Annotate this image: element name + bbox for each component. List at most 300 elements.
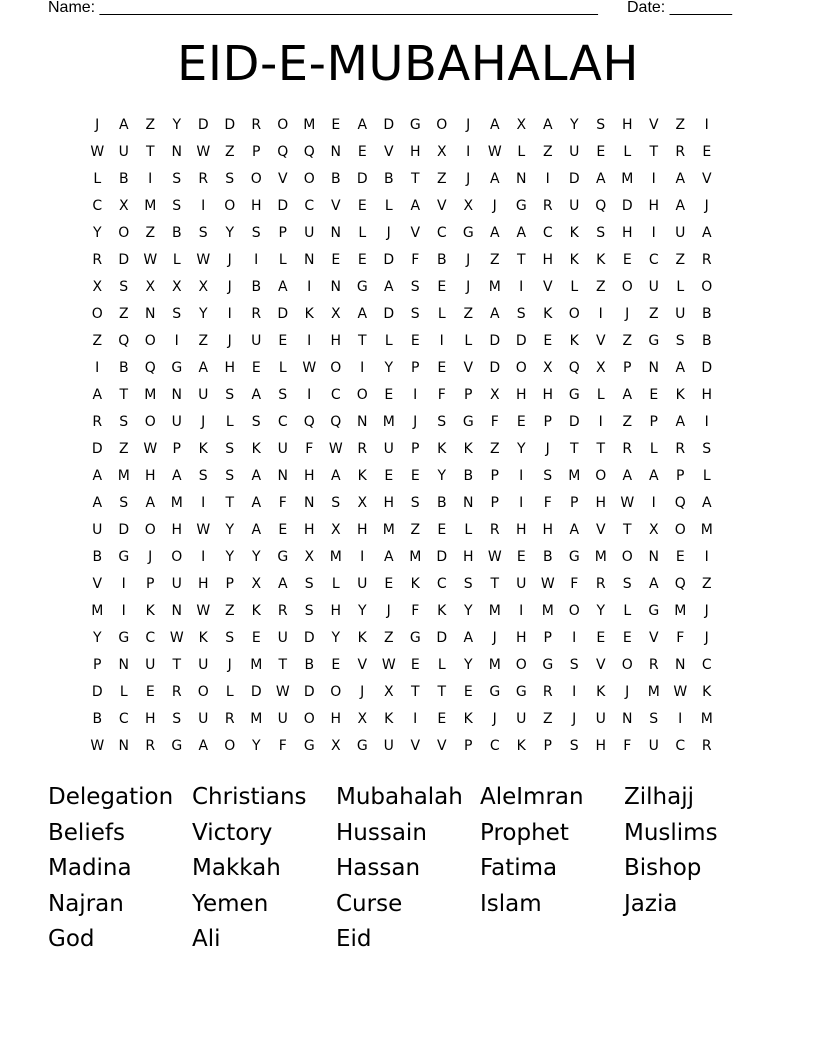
grid-letter: L [464,522,473,538]
grid-letter: R [701,738,712,754]
grid-letter: U [251,333,262,349]
grid-letter: V [542,279,553,295]
grid-letter: Y [225,549,235,565]
grid-row [84,382,720,409]
grid-letter: F [490,414,499,430]
grid-letter: N [145,306,156,322]
grid-letter: R [251,306,262,322]
grid-letter: K [198,630,208,646]
grid-letter: H [701,387,713,403]
grid-letter: X [383,684,394,700]
grid-letter: I [360,360,365,376]
grid-letter: R [542,684,553,700]
grid-letter: O [144,333,156,349]
grid-letter: A [489,171,500,187]
grid-letter: D [701,360,713,376]
grid-letter: E [410,333,420,349]
grid-letter: E [675,549,685,565]
grid-letter: X [330,522,341,538]
grid-letter: Y [384,360,394,376]
grid-letter: S [172,198,182,214]
grid-letter: L [437,657,446,673]
grid-letter: X [516,117,527,133]
grid-letter: E [251,630,261,646]
grid-letter: O [621,657,633,673]
grid-letter: J [625,684,630,700]
grid-letter: B [383,171,394,187]
grid-letter: A [92,468,103,484]
grid-letter: D [250,684,262,700]
grid-letter: O [303,171,315,187]
grid-letter: R [145,738,156,754]
grid-letter: B [304,657,315,673]
grid-letter: I [201,198,206,214]
grid-letter: R [251,117,262,133]
grid-letter: G [648,333,660,349]
grid-letter: J [95,117,100,133]
grid-letter: C [701,657,712,673]
grid-letter: Z [145,225,156,241]
grid-letter: G [462,414,474,430]
grid-letter: P [278,225,287,241]
grid-row [84,463,720,490]
grid-letter: Z [675,252,686,268]
grid-row [84,112,720,139]
grid-letter: T [596,441,606,457]
grid-letter: C [648,252,659,268]
grid-letter: W [673,684,688,700]
word-list-item: Jazia [624,890,678,917]
grid-letter: W [169,630,184,646]
grid-letter: D [277,306,289,322]
grid-letter: F [305,441,314,457]
grid-letter: C [118,711,129,727]
grid-letter: O [515,360,527,376]
grid-letter: M [674,603,687,619]
grid-letter: Y [251,738,261,754]
grid-letter: B [701,306,712,322]
grid-letter: P [490,495,499,511]
grid-letter: M [568,468,581,484]
grid-letter: H [330,333,342,349]
grid-letter: E [278,333,288,349]
grid-letter: A [489,117,500,133]
grid-letter: Q [303,144,315,160]
grid-letter: U [675,225,686,241]
grid-letter: M [303,117,316,133]
grid-letter: S [649,711,659,727]
grid-letter: G [303,738,315,754]
grid-letter: O [621,549,633,565]
grid-letter: H [515,387,527,403]
grid-letter: W [196,603,211,619]
grid-letter: B [171,225,182,241]
grid-letter: Y [198,306,208,322]
grid-letter: T [357,333,367,349]
grid-letter: A [410,198,421,214]
word-list-item: Makkah [192,855,281,881]
grid-letter: M [647,684,660,700]
grid-letter: Y [357,603,367,619]
grid-letter: A [648,468,659,484]
grid-letter: R [595,576,606,592]
grid-letter: I [519,468,524,484]
grid-letter: S [251,225,261,241]
grid-letter: I [413,387,418,403]
grid-letter: M [409,549,422,565]
grid-letter: T [490,576,500,592]
grid-letter: T [119,387,129,403]
grid-letter: L [384,198,393,214]
grid-letter: Z [675,117,686,133]
grid-letter: D [436,549,448,565]
grid-letter: A [277,279,288,295]
grid-letter: S [278,387,288,403]
grid-letter: Y [437,468,447,484]
grid-letter: E [516,414,526,430]
grid-letter: A [118,117,129,133]
grid-letter: N [118,738,129,754]
grid-letter: I [651,225,656,241]
grid-letter: X [357,711,368,727]
grid-letter: J [572,711,577,727]
grid-letter: H [515,522,527,538]
grid-letter: T [437,684,447,700]
grid-letter: Z [489,252,500,268]
word-list-item: Muslims [624,819,718,846]
grid-letter: Q [330,414,342,430]
grid-letter: E [145,684,155,700]
grid-letter: H [250,198,262,214]
grid-letter: V [436,738,447,754]
grid-letter: K [437,603,447,619]
grid-letter: B [463,468,474,484]
grid-letter: X [436,144,447,160]
grid-letter: I [598,414,603,430]
grid-letter: G [568,549,580,565]
grid-letter: M [91,603,104,619]
grid-letter: V [330,198,341,214]
grid-letter: S [463,576,473,592]
grid-letter: T [172,657,182,673]
grid-letter: N [622,711,633,727]
grid-letter: K [675,387,685,403]
grid-letter: M [250,711,263,727]
grid-letter: A [383,549,394,565]
grid-letter: T [649,144,659,160]
grid-letter: K [410,576,420,592]
grid-row [84,733,720,760]
grid-letter: N [171,144,182,160]
grid-letter: X [118,198,129,214]
grid-letter: P [146,576,155,592]
grid-letter: H [595,738,607,754]
grid-letter: T [225,495,235,511]
grid-letter: O [356,387,368,403]
grid-letter: E [384,387,394,403]
grid-letter: A [595,171,606,187]
grid-letter: B [92,711,103,727]
grid-letter: S [569,657,579,673]
grid-letter: P [676,468,685,484]
grid-letter: A [701,225,712,241]
grid-letter: C [436,225,447,241]
grid-letter: V [410,225,421,241]
grid-letter: J [227,252,232,268]
grid-letter: G [171,360,183,376]
grid-row [84,355,720,382]
grid-letter: O [701,279,713,295]
grid-letter: H [648,198,660,214]
grid-letter: K [304,306,314,322]
grid-letter: F [437,387,446,403]
grid-letter: J [148,549,153,565]
grid-letter: B [251,279,262,295]
grid-letter: S [198,468,208,484]
grid-letter: Z [436,171,447,187]
grid-letter: N [675,657,686,673]
grid-letter: G [118,549,130,565]
grid-letter: D [303,630,315,646]
grid-letter: E [251,360,261,376]
grid-letter: J [625,306,630,322]
grid-letter: E [702,144,712,160]
grid-letter: A [489,306,500,322]
grid-letter: N [277,468,288,484]
grid-letter: W [302,360,317,376]
grid-letter: G [648,603,660,619]
grid-letter: X [648,522,659,538]
grid-letter: S [251,414,261,430]
grid-letter: A [92,387,103,403]
word-list-item: Mubahalah [336,784,463,810]
grid-letter: O [568,603,580,619]
grid-letter: Z [648,306,659,322]
grid-letter: O [303,711,315,727]
grid-letter: M [382,522,395,538]
grid-letter: A [622,468,633,484]
grid-letter: D [489,360,501,376]
grid-row [84,652,720,679]
grid-letter: Q [674,495,686,511]
grid-letter: X [595,360,606,376]
grid-letter: L [676,279,685,295]
grid-row [84,328,720,355]
grid-letter: X [357,495,368,511]
grid-letter: I [227,306,232,322]
grid-letter: U [277,711,288,727]
grid-letter: U [92,522,103,538]
grid-letter: K [437,441,447,457]
grid-letter: D [118,522,130,538]
grid-letter: K [702,684,712,700]
grid-letter: U [171,414,182,430]
grid-letter: I [413,711,418,727]
grid-letter: S [172,171,182,187]
grid-letter: H [171,522,183,538]
grid-letter: Y [463,657,473,673]
grid-letter: A [648,576,659,592]
grid-letter: R [489,522,500,538]
grid-letter: J [492,630,497,646]
grid-letter: H [224,360,236,376]
grid-letter: B [542,549,553,565]
grid-letter: U [118,144,129,160]
grid-letter: G [356,738,368,754]
grid-letter: P [490,468,499,484]
grid-letter: H [542,252,554,268]
grid-letter: J [466,117,471,133]
word-list-item: Hassan [336,855,421,881]
grid-letter: K [569,333,579,349]
grid-letter: M [329,549,342,565]
grid-letter: D [621,198,633,214]
grid-row [84,679,720,706]
grid-letter: D [568,414,580,430]
grid-letter: G [409,630,421,646]
grid-letter: S [119,495,129,511]
grid-letter: Q [277,144,289,160]
grid-letter: J [704,630,709,646]
grid-letter: O [91,306,103,322]
grid-letter: C [145,630,156,646]
grid-letter: B [92,549,103,565]
grid-letter: A [357,306,368,322]
grid-letter: R [224,711,235,727]
grid-letter: O [330,360,342,376]
grid-letter: S [410,495,420,511]
grid-letter: I [174,333,179,349]
grid-letter: D [277,198,289,214]
grid-letter: E [331,252,341,268]
grid-letter: K [463,441,473,457]
grid-letter: S [410,279,420,295]
word-list-item: Yemen [192,890,269,917]
grid-letter: U [198,711,209,727]
grid-letter: E [331,117,341,133]
grid-letter: R [357,441,368,457]
grid-letter: K [569,225,579,241]
grid-row [84,247,720,274]
grid-letter: N [330,144,341,160]
grid-letter: K [596,252,606,268]
grid-letter: G [277,549,289,565]
grid-letter: H [144,711,156,727]
grid-letter: Z [383,630,394,646]
grid-letter: Z [224,603,235,619]
grid-letter: S [225,387,235,403]
grid-letter: O [436,117,448,133]
grid-letter: D [303,684,315,700]
grid-letter: L [570,279,579,295]
grid-letter: K [463,711,473,727]
grid-letter: F [411,603,420,619]
grid-letter: P [252,144,261,160]
grid-letter: A [516,225,527,241]
grid-letter: D [515,333,527,349]
grid-letter: F [411,252,420,268]
grid-letter: J [492,198,497,214]
grid-letter: F [278,738,287,754]
grid-letter: L [649,441,658,457]
grid-letter: E [463,684,473,700]
grid-letter: W [196,522,211,538]
grid-letter: E [596,630,606,646]
grid-letter: I [201,495,206,511]
grid-letter: U [198,657,209,673]
grid-letter: D [568,171,580,187]
grid-letter: U [648,279,659,295]
grid-letter: X [145,279,156,295]
grid-letter: Z [489,441,500,457]
grid-letter: M [488,279,501,295]
grid-letter: I [704,117,709,133]
grid-letter: W [90,144,105,160]
grid-letter: L [596,387,605,403]
grid-letter: G [542,657,554,673]
grid-letter: E [543,333,553,349]
grid-letter: W [328,441,343,457]
grid-letter: P [411,441,420,457]
grid-letter: P [570,495,579,511]
grid-letter: X [171,279,182,295]
grid-letter: P [543,630,552,646]
grid-letter: G [118,630,130,646]
grid-letter: K [357,468,367,484]
grid-letter: S [225,171,235,187]
grid-letter: V [277,171,288,187]
grid-letter: V [383,144,394,160]
grid-letter: M [170,495,183,511]
grid-letter: F [623,738,632,754]
grid-letter: L [464,333,473,349]
grid-letter: A [542,117,553,133]
grid-letter: N [304,495,315,511]
grid-letter: P [464,738,473,754]
grid-letter: Y [92,630,102,646]
grid-letter: W [143,441,158,457]
grid-letter: S [622,576,632,592]
grid-letter: I [598,306,603,322]
grid-letter: U [675,306,686,322]
grid-letter: L [358,225,367,241]
grid-letter: C [489,738,500,754]
grid-letter: W [143,252,158,268]
grid-letter: W [196,144,211,160]
grid-letter: S [569,738,579,754]
grid-letter: K [198,441,208,457]
grid-letter: U [569,144,580,160]
grid-letter: I [572,630,577,646]
word-list-item: Delegation [48,784,174,810]
grid-letter: A [463,630,474,646]
grid-letter: V [357,657,368,673]
grid-letter: S [172,711,182,727]
grid-letter: N [330,225,341,241]
grid-letter: I [201,549,206,565]
grid-letter: I [651,495,656,511]
grid-letter: D [383,117,395,133]
grid-letter: J [386,603,391,619]
grid-letter: X [463,198,474,214]
grid-letter: X [330,306,341,322]
grid-letter: Z [224,144,235,160]
word-list [48,780,768,958]
grid-letter: Y [251,549,261,565]
grid-letter: O [277,117,289,133]
grid-letter: T [569,441,579,457]
grid-letter: N [357,414,368,430]
